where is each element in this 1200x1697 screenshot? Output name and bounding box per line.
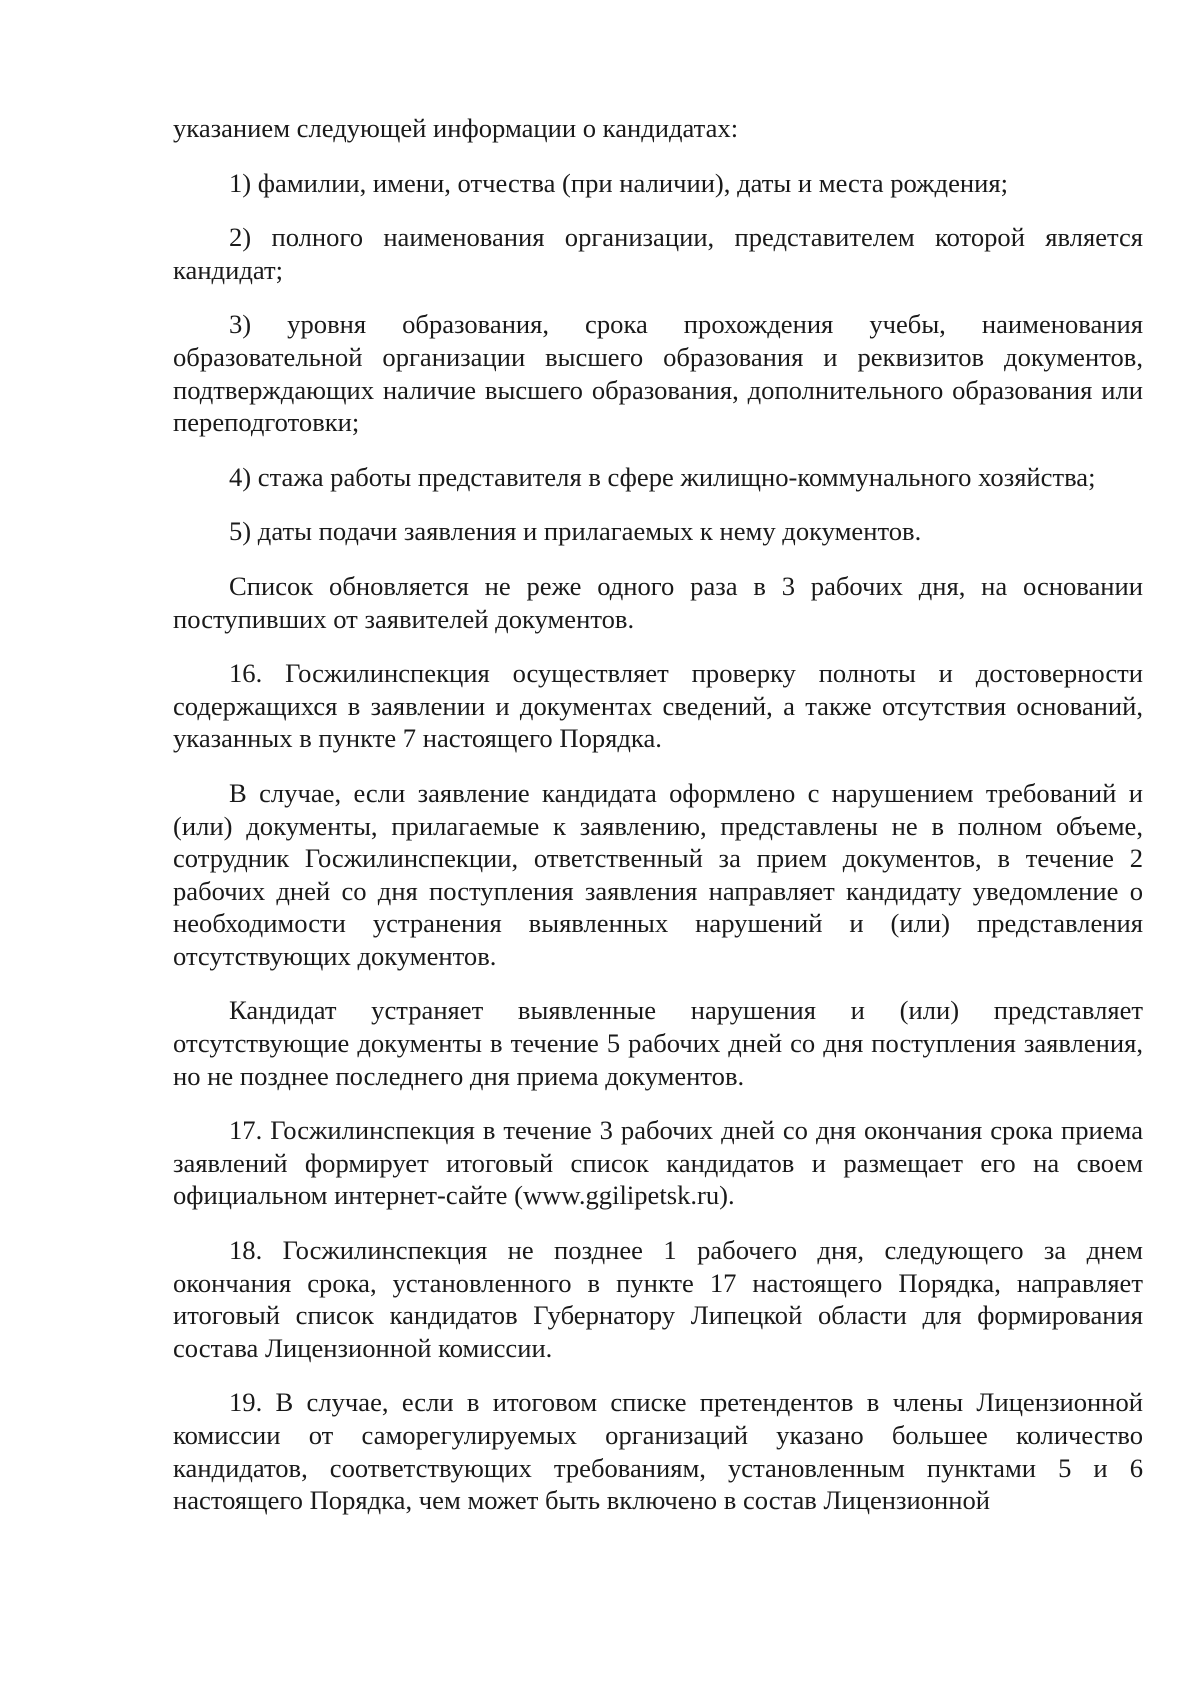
paragraph-list-update: Список обновляется не реже одного раза в 3 рабочих дня, на основании поступивших от заявителей документов. — [173, 570, 1143, 634]
paragraph-item-1-name-birth: 1) фамилии, имени, отчества (при наличии), даты и места рождения; — [229, 167, 1008, 198]
paragraph-clause-18: 18. Госжилинспекция не позднее 1 рабочего дня, следующего за днем окончания срока, установленного в пункте 17 настоящего Порядка, направляет итоговый список кандидатов Губернатору Липецкой области для формирования состава Лицензионной комиссии. — [173, 1235, 1143, 1363]
paragraph-clause-16-correction: Кандидат устраняет выявленные нарушения и (или) представляет отсутствующие документы в течение 5 рабочих дней со дня поступления заявления, но не позднее последнего дня приема документов. — [173, 995, 1143, 1091]
paragraph-clause-16: 16. Госжилинспекция осуществляет проверку полноты и достоверности содержащихся в заявлении и документах сведений, а также отсутствия оснований, указанных в пункте 7 настоящего Порядка. — [173, 658, 1143, 754]
document-body — [173, 112, 1143, 1517]
paragraph-clause-16-violations: В случае, если заявление кандидата оформлено с нарушением требований и (или) документы, прилагаемые к заявлению, представлены не в полном объеме, сотрудник Госжилинспекции, ответственный за прием документов, в течение 2 рабочих дней со дня поступления заявления направляет кандидату уведомление о необходимости устранения выявленных нарушений и (или) представления отсутствующих документов. — [173, 777, 1143, 971]
paragraph-candidate-info-intro: указанием следующей информации о кандидатах: — [173, 113, 739, 143]
paragraph-clause-19: 19. В случае, если в итоговом списке претендентов в члены Лицензионной комиссии от саморегулируемых организаций указано большее количество кандидатов, соответствующих требованиям, установленным пунктами 5 и 6 настоящего Порядка, чем может быть включено в состав Лицензионной — [173, 1387, 1143, 1516]
paragraph-item-5-submission-date: 5) даты подачи заявления и прилагаемых к нему документов. — [229, 516, 922, 547]
paragraph-item-4-experience: 4) стажа работы представителя в сфере жилищно-коммунального хозяйства; — [229, 461, 1096, 492]
paragraph-clause-17: 17. Госжилинспекция в течение 3 рабочих дней со дня окончания срока приема заявлений формирует итоговый список кандидатов и размещает его на своем официальном интернет-сайте (www.ggilipetsk.ru). — [173, 1115, 1143, 1211]
paragraph-item-2-organization: 2) полного наименования организации, представителем которой является кандидат; — [173, 222, 1143, 285]
paragraph-item-3-education: 3) уровня образования, срока прохождения учебы, наименования образовательной организации высшего образования и реквизитов документов, подтверждающих наличие высшего образования, дополнительного образования или переподготовки; — [173, 309, 1143, 438]
